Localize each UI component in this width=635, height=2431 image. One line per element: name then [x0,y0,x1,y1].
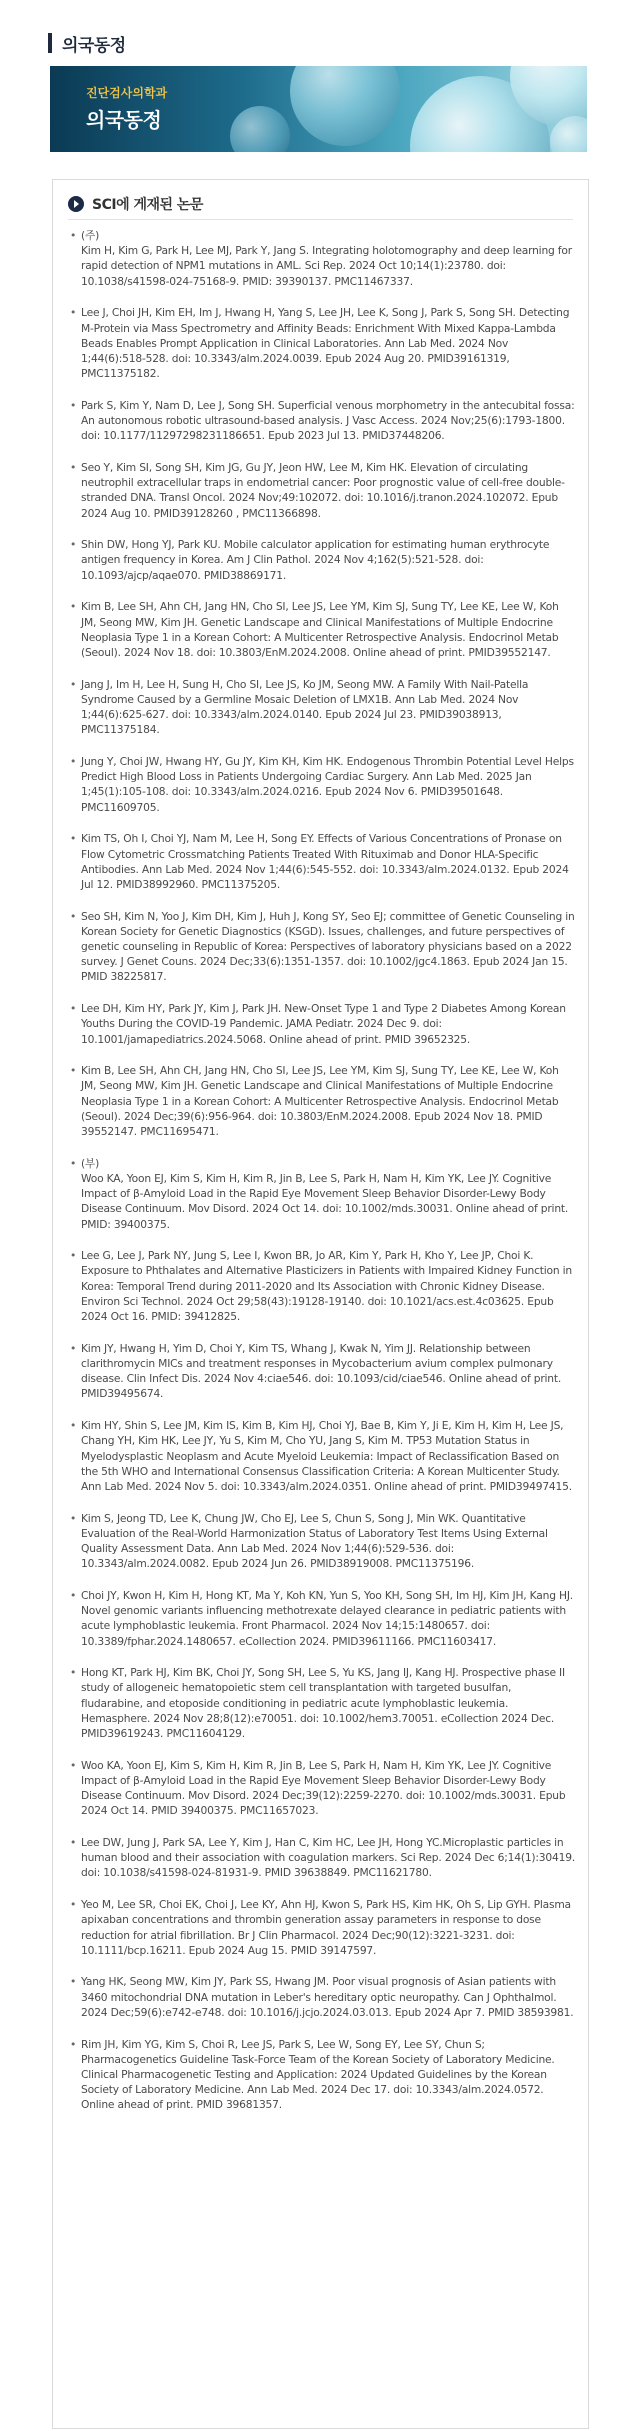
reference-text: Kim HY, Shin S, Lee JM, Kim IS, Kim B, Kim HJ, Choi YJ, Bae B, Kim Y, Ji E, Kim H, Kim H, Lee JS, Chang YH, Kim HK, Lee JY, Yu S, Kim M, Cho YU, Jang S, Kim M. TP53 Mutation Status in Myelodysplastic Neoplasm and Acute Myeloid Leukemia: Impact of Reclassification Based on the 5th WHO and International Consensus Classification Criteria: A Korean Multicenter Study. Ann Lab Med. 2024 Nov 5. doi: 10.3343/alm.2024.0351. Online ahead of print. PMID39497415. [81,1419,572,1493]
reference-text: Yeo M, Lee SR, Choi EK, Choi J, Lee KY, Ahn HJ, Kwon S, Park HS, Kim HK, Oh S, Lip GYH. Plasma apixaban concentrations and thrombin generation assay parameters in response to dose reduction for atrial fibrillation. Br J Clin Pharmacol. 2024 Dec;90(12):3221-3231. doi: 10.1111/bcp.16211. Epub 2024 Aug 15. PMID 39147597. [81,1898,571,1957]
banner [50,66,587,152]
header-accent-bar [48,33,52,53]
publications-card [52,179,589,2429]
banner-title: 의국동정 [86,108,162,132]
reference-item [68,1835,575,1881]
section-title: SCI에 게재된 논문 [92,197,203,213]
reference-item [68,1248,575,1324]
reference-item [68,228,575,289]
reference-item [68,1588,575,1649]
reference-text: Jang J, Im H, Lee H, Sung H, Cho SI, Lee JS, Ko JM, Seong MW. A Family With Nail-Patella Syndrome Caused by a Germline Mosaic Deletion of LMX1B. Ann Lab Med. 2024 Nov 1;44(6):625-627. doi: 10.3343/alm.2024.0140. Epub 2024 Jul 23. PMID39038913, PMC11375184. [81,677,529,737]
reference-item [68,599,575,660]
reference-item [68,1665,575,1741]
reference-item [68,537,575,583]
reference-text: Woo KA, Yoon EJ, Kim S, Kim H, Kim R, Jin B, Lee S, Park H, Nam H, Kim YK, Lee JY. Cognitive Impact of β-Amyloid Load in the Rapid Eye Movement Sleep Behavior Disorder-Lewy Body Disease Continuum. Mov Disord. 2024 Dec;39(12):2259-2270. doi: 10.1002/mds.30031. Epub 2024 Oct 14. PMID 39400375. PMC11657023. [81,1758,566,1818]
reference-item [68,1341,575,1402]
reference-item [68,1974,575,2020]
reference-item [68,2037,575,2113]
reference-text: Seo SH, Kim N, Yoo J, Kim DH, Kim J, Huh J, Kong SY, Seo EJ; committee of Genetic Counseling in Korean Society for Genetic Diagnostics (KSGD). Issues, challenges, and future perspectives of genetic counseling in Republic of Korea: Perspectives of laboratory physicians based on a 2022 survey. J Genet Couns. 2024 Dec;33(6):1351-1357. doi: 10.1002/jgc4.1863. Epub 2024 Jan 15. PMID 38225817. [81,909,575,984]
reference-item [68,1758,575,1819]
reference-item [68,1156,575,1232]
reference-group-label: • (주) [81,229,100,242]
reference-item [68,1511,575,1572]
divider [68,219,573,220]
reference-text: Yang HK, Seong MW, Kim JY, Park SS, Hwang JM. Poor visual prognosis of Asian patients with 3460 mitochondrial DNA mutation in Leber's hereditary optic neuropathy. Can J Ophthalmol. 2024 Dec;59(6):e742-e748. doi: 10.1016/j.jcjo.2024.03.013. Epub 2024 Apr 7. PMID 38593981. [81,1975,574,2019]
reference-text: Kim B, Lee SH, Ahn CH, Jang HN, Cho SI, Lee JS, Lee YM, Kim SJ, Sung TY, Lee KE, Lee W, Koh JM, Seong MW, Kim JH. Genetic Landscape and Clinical Manifestations of Multiple Endocrine Neoplasia Type 1 in a Korean Cohort: A Multicenter Retrospective Analysis. Endocrinol Metab (Seoul). 2024 Dec;39(6):956-964. doi: 10.3803/EnM.2024.2008. Epub 2024 Nov 18. PMID 39552147. PMC11695471. [81,1064,559,1139]
reference-text: Kim H, Kim G, Park H, Lee MJ, Park Y, Jang S. Integrating holotomography and deep learning for rapid detection of NPM1 mutations in AML. Sci Rep. 2024 Oct 10;14(1):23780. doi: 10.1038/s41598-024-75168-9. PMID: 39390137. PMC11467337. [81,244,572,288]
reference-item [68,754,575,815]
reference-text: Park S, Kim Y, Nam D, Lee J, Song SH. Superficial venous morphometry in the antecubital fossa: An autonomous robotic ultrasound-based analysis. J Vasc Access. 2024 Nov;25(6):1793-1800. doi: 10.1177/11297298231186651. Epub 2023 Jul 13. PMID37448206. [81,398,575,443]
reference-text: Choi JY, Kwon H, Kim H, Hong KT, Ma Y, Koh KN, Yun S, Yoo KH, Song SH, Im HJ, Kim JH, Kang HJ. Novel genomic variants influencing methotrexate delayed clearance in pediatric patients with acute lymphoblastic leukemia. Front Pharmacol. 2024 Nov 14;15:1480657. doi: 10.3389/fphar.2024.1480657. eCollection 2024. PMID39611166. PMC11603417. [81,1588,573,1648]
reference-item [68,1897,575,1958]
cell-decoration [290,66,400,146]
section-heading [68,194,203,214]
reference-text: Shin DW, Hong YJ, Park KU. Mobile calculator application for estimating human erythrocyte antigen frequency in Korea. Am J Clin Pathol. 2024 Nov 4;162(5):521-528. doi: 10.1093/ajcp/aqae070. PMID38869171. [81,538,550,582]
reference-text: Lee DW, Jung J, Park SA, Lee Y, Kim J, Han C, Kim HC, Lee JH, Hong YC.Microplastic particles in human blood and their association with coagulation markers. Sci Rep. 2024 Dec 6;14(1):30419. doi: 10.1038/s41598-024-81931-9. PMID 39638849. PMC11621780. [81,1836,575,1880]
reference-list [68,228,575,2129]
cell-decoration [230,106,290,152]
reference-text: Seo Y, Kim SI, Song SH, Kim JG, Gu JY, Jeon HW, Lee M, Kim HK. Elevation of circulating neutrophil extracellular traps in endometrial cancer: Poor prognostic value of cell-free double-stranded DNA. Transl Oncol. 2024 Nov;49:102072. doi: 10.1016/j.tranon.2024.102072. Epub 2024 Aug 10. PMID39128260 , PMC11366898. [81,460,565,520]
reference-item [68,398,575,444]
reference-item [68,831,575,892]
reference-item [68,305,575,381]
reference-item [68,677,575,738]
page-title: 의국동정 [62,35,126,56]
banner-subtitle: 진단검사의학과 [86,86,168,100]
reference-text: Lee G, Lee J, Park NY, Jung S, Lee I, Kwon BR, Jo AR, Kim Y, Park H, Kho Y, Lee JP, Choi K. Exposure to Phthalates and Alternative Plasticizers in Patients with Impaired Kidney Function in Korea: Temporal Trend during 2011-2020 and Its Association with Chronic Kidney Disease. Environ Sci Technol. 2024 Oct 29;58(43):19128-19140. doi: 10.1021/acs.est.4c03625. Epub 2024 Oct 16. PMID: 39412825. [81,1249,573,1324]
reference-item [68,909,575,985]
reference-item [68,1063,575,1139]
reference-item [68,460,575,521]
reference-text: Kim S, Jeong TD, Lee K, Chung JW, Cho EJ, Lee S, Chun S, Song J, Min WK. Quantitative Evaluation of the Real-World Harmonization Status of Laboratory Test Items Using External Quality Assessment Data. Ann Lab Med. 2024 Nov 1;44(6):529-536. doi: 10.3343/alm.2024.0082. Epub 2024 Jun 26. PMID38919008. PMC11375196. [81,1511,548,1571]
reference-text: Hong KT, Park HJ, Kim BK, Choi JY, Song SH, Lee S, Yu KS, Jang IJ, Kang HJ. Prospective phase II study of allogeneic hematopoietic stem cell transplantation with targeted busulfan, fludarabine, and etoposide conditioning in pediatric acute lymphoblastic leukemia. Hemasphere. 2024 Nov 28;8(12):e70051. doi: 10.1002/hem3.70051. eCollection 2024 Dec. PMID39619243. PMC11604129. [81,1666,565,1741]
reference-text: Rim JH, Kim YG, Kim S, Choi R, Lee JS, Park S, Lee W, Song EY, Lee SY, Chun S; Pharmacogenetics Guideline Task-Force Team of the Korean Society of Laboratory Medicine. Clinical Pharmacogenetic Testing and Application: 2024 Updated Guidelines by the Korean Society of Laboratory Medicine. Ann Lab Med. 2024 Dec 17. doi: 10.3343/alm.2024.0572. Online ahead of print. PMID 39681357. [81,2037,555,2112]
page-header [48,30,126,56]
reference-text: Kim JY, Hwang H, Yim D, Choi Y, Kim TS, Whang J, Kwak N, Yim JJ. Relationship between clarithromycin MICs and treatment responses in Mycobacterium avium complex pulmonary disease. Clin Infect Dis. 2024 Nov 4:ciae546. doi: 10.1093/cid/ciae546. Online ahead of print. PMID39495674. [81,1341,562,1401]
play-circle-icon [68,196,84,212]
reference-text: Lee J, Choi JH, Kim EH, Im J, Hwang H, Yang S, Lee JH, Lee K, Song J, Park S, Song SH. Detecting M-Protein via Mass Spectrometry and Affinity Beads: Enrichment With Mixed Kappa-Lambda Beads Enables Prompt Application in Clinical Laboratories. Ann Lab Med. 2024 Nov 1;44(6):518-528. doi: 10.3343/alm.2024.0039. Epub 2024 Aug 20. PMID39161319, PMC11375182. [81,306,570,381]
reference-item [68,1418,575,1494]
reference-text: Lee DH, Kim HY, Park JY, Kim J, Park JH. New-Onset Type 1 and Type 2 Diabetes Among Korean Youths During the COVID-19 Pandemic. JAMA Pediatr. 2024 Dec 9. doi: 10.1001/jamapediatrics.2024.5068. Online ahead of print. PMID 39652325. [81,1002,566,1046]
reference-text: Kim TS, Oh I, Choi YJ, Nam M, Lee H, Song EY. Effects of Various Concentrations of Pronase on Flow Cytometric Crossmatching Patients Treated With Rituximab and Donor HLA-Specific Antibodies. Ann Lab Med. 2024 Nov 1;44(6):545-552. doi: 10.3343/alm.2024.0132. Epub 2024 Jul 12. PMID38992960. PMC11375205. [81,832,569,891]
reference-text: Woo KA, Yoon EJ, Kim S, Kim H, Kim R, Jin B, Lee S, Park H, Nam H, Kim YK, Lee JY. Cognitive Impact of β-Amyloid Load in the Rapid Eye Movement Sleep Behavior Disorder-Lewy Body Disease Continuum. Mov Disord. 2024 Oct 14. doi: 10.1002/mds.30031. Online ahead of print. PMID: 39400375. [81,1171,569,1231]
reference-text: Jung Y, Choi JW, Hwang HY, Gu JY, Kim KH, Kim HK. Endogenous Thrombin Potential Level Helps Predict High Blood Loss in Patients Undergoing Cardiac Surgery. Ann Lab Med. 2025 Jan 1;45(1):105-108. doi: 10.3343/alm.2024.0216. Epub 2024 Nov 6. PMID39501648. PMC11609705. [81,754,574,814]
reference-text: Kim B, Lee SH, Ahn CH, Jang HN, Cho SI, Lee JS, Lee YM, Kim SJ, Sung TY, Lee KE, Lee W, Koh JM, Seong MW, Kim JH. Genetic Landscape and Clinical Manifestations of Multiple Endocrine Neoplasia Type 1 in a Korean Cohort: A Multicenter Retrospective Analysis. Endocrinol Metab (Seoul). 2024 Nov 18. doi: 10.3803/EnM.2024.2008. Online ahead of print. PMID39552147. [81,600,559,659]
reference-group-label: • (부) [81,1156,100,1170]
reference-item [68,1001,575,1047]
